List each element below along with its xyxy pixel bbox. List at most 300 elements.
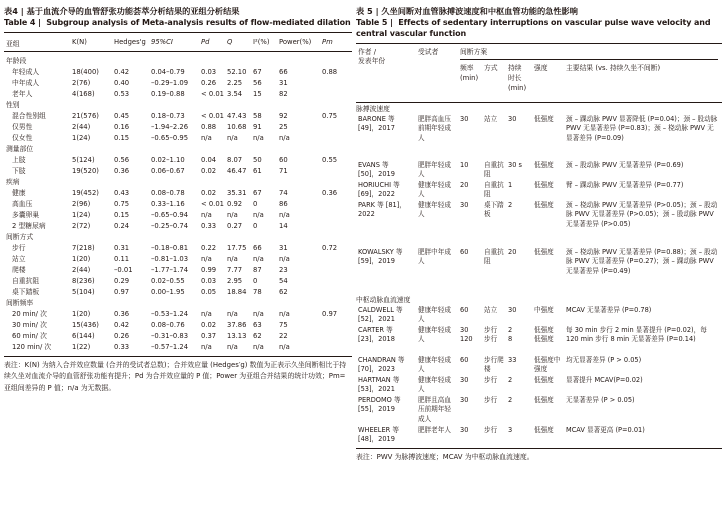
table5-cell-result: 臂 – 踝动脉 PWV 无显著差异 (P=0.77)	[566, 181, 684, 189]
table5-title-en	[356, 17, 722, 39]
table4-cell: n/a	[201, 134, 212, 142]
table5-cell-freq: 30	[460, 426, 469, 434]
table4-cell: 7.77	[227, 266, 243, 274]
table4-body	[4, 52, 352, 353]
table4-cell: n/a	[227, 255, 238, 263]
table4-cell: 67	[253, 189, 262, 197]
table4-cell: 0.02	[201, 321, 217, 329]
table4-cell: 0.72	[322, 244, 338, 252]
table4-title	[4, 6, 352, 28]
table4-row-label: 自重抗阻	[12, 277, 40, 285]
table5-title-en-no: Table 5 |	[356, 18, 393, 27]
table4-cell: 0.26	[114, 332, 130, 340]
table5-cell-result: 每 30 min 步行 2 min 显著提升 (P=0.02)，每 120 min 步行 8 min 无显著差异 (P=0.14)	[566, 326, 709, 344]
th-dur: 持续	[508, 64, 522, 72]
table5-cell-subject: 健康年轻成人	[418, 356, 451, 374]
table4-cell: 2(44)	[72, 266, 91, 274]
table4-cell: 6(144)	[72, 332, 95, 340]
table5-cell-dur: 30 s	[508, 161, 522, 169]
table5-cell-dur: 30	[508, 115, 517, 123]
table5-cell-mode: 桌下踏板	[484, 201, 504, 219]
table4-cell: 60	[279, 156, 288, 164]
table4-section-row	[4, 56, 352, 67]
table4-cell: < 0.01	[201, 112, 224, 120]
th-result: 主要结果 (vs. 持续久坐不间断)	[566, 64, 661, 72]
table4-cell: 14	[279, 222, 288, 230]
table4-cell: 0	[253, 277, 258, 285]
table4-row-label: 混合性别组	[12, 112, 46, 120]
table4-section-row	[4, 298, 352, 309]
table5-cell-dur: 20	[508, 248, 517, 256]
table4-row	[4, 221, 352, 232]
table4-cell: n/a	[279, 343, 290, 351]
table5-cell-mode: 步行	[484, 376, 498, 384]
table5-cell-author: CHANDRAN 等 [70]，2023	[358, 356, 407, 374]
table5-cell-author: PARK 等 [81]，2022	[358, 201, 406, 219]
table4-cell: 0.29	[114, 277, 130, 285]
table4-cell: –0.01	[114, 266, 133, 274]
table4-cell: –0.57–1.24	[151, 343, 189, 351]
table4-section-row	[4, 232, 352, 243]
table4-cell: 67	[253, 68, 262, 76]
table4-cell: 0.02–1.10	[151, 156, 185, 164]
table5-cell-subject: 健康年轻成人	[418, 181, 451, 199]
table4-cell: –0.29–1.09	[151, 79, 189, 87]
table4-cell: 1(20)	[72, 255, 91, 263]
table4-row-label: 30 min/ 次	[12, 321, 47, 329]
table4-row	[4, 67, 352, 78]
table4-row	[4, 342, 352, 353]
table4-row-label: 120 min/ 次	[12, 343, 52, 351]
table4-cell: n/a	[279, 211, 290, 219]
table4-cell: –0.53–1.24	[151, 310, 189, 318]
table4-row-label: 多囊卵巢	[12, 211, 40, 219]
table4-cell: 0.42	[114, 68, 130, 76]
table5-cell-intensity: 低强度	[534, 181, 554, 189]
table4-cell: n/a	[227, 310, 238, 318]
table4-title-en-no: Table 4 |	[4, 18, 41, 27]
table5-cell-author: HARTMAN 等 [53]，2021	[358, 376, 402, 394]
table4-cell: 86	[279, 200, 288, 208]
table4-cell: 35.31	[227, 189, 247, 197]
table4-cell: 54	[279, 277, 288, 285]
table4-cell: 62	[279, 288, 288, 296]
table5-cell-subject: 肥胖高血压前期年轻成人	[418, 115, 451, 142]
table4-row	[4, 254, 352, 265]
th-pm: Pm	[322, 38, 333, 46]
table4-cell: 0.75	[322, 112, 338, 120]
table4-cell: n/a	[279, 310, 290, 318]
table5-row	[356, 426, 722, 446]
table4-row	[4, 89, 352, 100]
table4-cell: 0.26	[201, 79, 217, 87]
table5-cell-intensity: 低强度 低强度	[534, 326, 554, 344]
table5-cell-mode: 步行	[484, 396, 498, 404]
table4-cell: 0.11	[114, 255, 130, 263]
table5-title	[356, 6, 722, 39]
table4-note: 表注：K(N) 为纳入合并效应数量 (合并的受试者总数)；合并效应量 (Hedges′g) 数值为正表示久坐间断相比于持续久坐对血流介导的血管舒张功能有提升；Pd 为合并效应量的 P 值；Power 为亚组合并结果的统计功效；Pm= 亚组间差异的 P 值；n/a 为无数据。	[4, 361, 347, 392]
table5-cell-result: 颈 – 桡动脉 PWV 无显著差异 (P=0.88)；颈 – 股动脉 PWV 无显著差异 (P=0.27)；颈 – 踝动脉 PWV 无显著差异 (P=0.49)	[566, 248, 718, 275]
table4-row-label: 老年人	[12, 90, 33, 98]
th-dur-unit: (min)	[508, 84, 527, 92]
table4-row-label: 仅男性	[12, 123, 33, 131]
table4-row	[4, 133, 352, 144]
table4-cell: 19(452)	[72, 189, 99, 197]
section-pwv	[356, 103, 722, 115]
table4-cell: 2.95	[227, 277, 243, 285]
table4-cell: 0	[253, 222, 258, 230]
table4-section-label: 年龄段	[6, 57, 27, 65]
table5-bottom-rule	[356, 448, 722, 449]
table4-cell: 0.03	[201, 68, 217, 76]
table4-cell: 8(236)	[72, 277, 95, 285]
th-scheme-rule	[460, 59, 718, 60]
table4-row-label: 下肢	[12, 167, 26, 175]
th-q: Q	[227, 38, 233, 46]
table4-cell: 0.03	[201, 277, 217, 285]
table4-cell: 0.08–0.76	[151, 321, 185, 329]
table4-row	[4, 166, 352, 177]
table4-cell: 15(436)	[72, 321, 99, 329]
table4-cell: 2(96)	[72, 200, 91, 208]
table5-row	[356, 181, 722, 201]
table5-cell-author: CARTER 等 [23]，2018	[358, 326, 395, 344]
table5-row	[356, 396, 722, 426]
table4-cell: 0.75	[114, 200, 130, 208]
table5-cell-mode: 自重抗阻	[484, 161, 504, 179]
table4-row	[4, 210, 352, 221]
table5-row	[356, 376, 722, 396]
table5-row	[356, 115, 722, 161]
table4-title-cn: 表4 | 基于血流介导的血管舒张功能荟萃分析结果的亚组分析结果	[4, 6, 240, 16]
table4-section-label: 性别	[6, 101, 20, 109]
table5-cell-subject: 健康年轻成人	[418, 326, 451, 344]
table4-cell: 0.02	[201, 167, 217, 175]
table5-title-en-text: Effects of sedentary interruptions on vascular pulse wave velocity and central vascular function	[356, 18, 711, 38]
table4-cell: 2(76)	[72, 79, 91, 87]
table4-cell: 0.31	[114, 244, 130, 252]
table4-cell: n/a	[253, 211, 264, 219]
table4-cell: 0.97	[322, 310, 338, 318]
table4-cell: 0.16	[114, 123, 130, 131]
table4-cell: 0.02	[201, 189, 217, 197]
th-intensity: 强度	[534, 64, 548, 72]
table4-cell: n/a	[279, 134, 290, 142]
table4-row-label: 健康	[12, 189, 26, 197]
table4-cell: 0.33	[114, 343, 130, 351]
table4-cell: 0.08–0.78	[151, 189, 185, 197]
table4-cell: 0.19–0.88	[151, 90, 185, 98]
table5-header	[356, 44, 722, 102]
table4-cell: 0.06–0.67	[151, 167, 185, 175]
table4-cell: 0.00–1.95	[151, 288, 185, 296]
table5-cell-freq: 20	[460, 181, 469, 189]
table5-row	[356, 306, 722, 326]
table4-row	[4, 78, 352, 89]
table4-cell: –0.65–0.95	[151, 134, 189, 142]
table5-cell-dur: 2	[508, 376, 513, 384]
table5-cell-freq: 30	[460, 201, 469, 209]
table5-cell-subject: 健康年轻成人	[418, 306, 451, 324]
table5-cell-author: HORIUCHI 等 [69]，2022	[358, 181, 402, 199]
table5-cell-freq: 30 120	[460, 326, 473, 344]
table4-cell: n/a	[201, 310, 212, 318]
table5-cell-dur: 2	[508, 396, 513, 404]
table4-cell: –0.31–0.83	[151, 332, 189, 340]
table4-cell: 71	[279, 167, 288, 175]
table4-section-label: 间断方式	[6, 233, 34, 241]
table5-cell-subject: 肥胖且高血压前期年轻成人	[418, 396, 451, 423]
table4-cell: < 0.01	[201, 200, 224, 208]
table5-panel	[356, 0, 722, 463]
table4-cell: 56	[253, 79, 262, 87]
table4-cell: n/a	[227, 211, 238, 219]
table4-cell: 0.53	[114, 90, 130, 98]
table5-cell-author: CALDWELL 等 [52]，2021	[358, 306, 405, 324]
table4-row-label: 60 min/ 次	[12, 332, 47, 340]
table4-row	[4, 276, 352, 287]
table5-title-cn: 表 5 | 久坐间断对血管脉搏波速度和中枢血管功能的急性影响	[356, 6, 578, 16]
table5-cell-mode: 步行	[484, 426, 498, 434]
table5-cell-intensity: 低强度	[534, 115, 554, 123]
table5-cell-mode: 自重抗阻	[484, 181, 504, 199]
table5-cell-author: EVANS 等 [50]，2019	[358, 161, 395, 179]
table4-panel	[4, 0, 352, 394]
table4-cell: 18.84	[227, 288, 247, 296]
table4-cell: n/a	[227, 343, 238, 351]
th-freq-unit: (min)	[460, 74, 479, 82]
table4-cell: 0.55	[322, 156, 338, 164]
table4-row	[4, 155, 352, 166]
th-year: 发表年份	[358, 57, 386, 65]
table4-cell: 0.42	[114, 321, 130, 329]
table4-row-label: 年轻成人	[12, 68, 40, 76]
table5-cell-intensity: 低强度	[534, 201, 554, 209]
table4-cell: 0.22	[201, 244, 217, 252]
table4-cell: –1.94–2.26	[151, 123, 189, 131]
table4-section-label: 测量部位	[6, 145, 34, 153]
table4-cell: 1(22)	[72, 343, 91, 351]
table4-cell: n/a	[201, 211, 212, 219]
section-cbf	[356, 294, 722, 306]
table4-row-label: 2 型糖尿病	[12, 222, 46, 230]
table4-cell: 0.97	[114, 288, 130, 296]
table4-title-en	[4, 17, 352, 28]
table4-cell: n/a	[227, 134, 238, 142]
table4-cell: 0.02–0.55	[151, 277, 185, 285]
table4-cell: 61	[253, 167, 262, 175]
section-cbf-label: 中枢动脉血流速度	[356, 296, 411, 304]
table4-cell: 31	[279, 79, 288, 87]
table5-row	[356, 161, 722, 181]
table5-cell-intensity: 中强度	[534, 306, 554, 314]
table5-cell-freq: 30	[460, 396, 469, 404]
table4-row	[4, 199, 352, 210]
table4-cell: 52.10	[227, 68, 247, 76]
table5-cell-intensity: 低强度	[534, 396, 554, 404]
table5-cell-intensity: 低强度	[534, 161, 554, 169]
th-pd: Pd	[201, 38, 210, 46]
table4-cell: 0.27	[227, 222, 243, 230]
table4-cell: 75	[279, 321, 288, 329]
table4-row-label: 站立	[12, 255, 26, 263]
th-power: Power(%)	[279, 38, 312, 46]
table5-cell-dur: 1	[508, 181, 513, 189]
table4-cell: 4(168)	[72, 90, 95, 98]
table4-cell: 2.25	[227, 79, 243, 87]
table5-note: 表注：PWV 为脉搏波速度；MCAV 为中枢动脉血流速度。	[356, 453, 534, 461]
table5-cell-subject: 肥胖中年成人	[418, 248, 451, 266]
table5-cell-dur: 2 8	[508, 326, 513, 344]
th-mode: 方式	[484, 64, 498, 72]
table4-cell: 0.18–0.73	[151, 112, 185, 120]
table4-cell: 1(24)	[72, 211, 91, 219]
table4-row-label: 步行	[12, 244, 26, 252]
table4-cell: 13.13	[227, 332, 247, 340]
table4-row	[4, 287, 352, 298]
table4-cell: 0.37	[201, 332, 217, 340]
table5-row	[356, 201, 722, 248]
table4-cell: 0.88	[201, 123, 217, 131]
table5-cell-dur: 3	[508, 426, 513, 434]
table4-section-row	[4, 177, 352, 188]
th-scheme: 间断方案	[460, 48, 488, 56]
th-hedges: Hedges'g	[114, 38, 146, 46]
table4-cell: 0	[253, 200, 258, 208]
table4-cell: 46.47	[227, 167, 247, 175]
table4-cell: n/a	[201, 255, 212, 263]
table4-cell: 87	[253, 266, 262, 274]
section-pwv-label: 脉搏波速度	[356, 105, 390, 113]
table4-cell: 0.40	[114, 79, 130, 87]
table4-cell: 22	[279, 332, 288, 340]
th-i2: I²(%)	[253, 38, 270, 46]
table4-row	[4, 111, 352, 122]
table4-cell: –0.65–0.94	[151, 211, 189, 219]
table4-cell: 91	[253, 123, 262, 131]
table4-cell: 0.33	[201, 222, 217, 230]
table4-cell: –0.25–0.74	[151, 222, 189, 230]
table5-cell-freq: 10	[460, 161, 469, 169]
table4-cell: 0.36	[322, 189, 338, 197]
table4-cell: 0.92	[227, 200, 243, 208]
table4-row-label: 爬楼	[12, 266, 26, 274]
table4-section-label: 间断频率	[6, 299, 34, 307]
table4-cell: –1.77–1.74	[151, 266, 189, 274]
th-author: 作者 /	[358, 48, 377, 56]
table4-cell: 0.36	[114, 310, 130, 318]
table4-cell: 1(20)	[72, 310, 91, 318]
table4-row-label: 20 min/ 次	[12, 310, 47, 318]
table4-cell: 0.04–0.79	[151, 68, 185, 76]
table5-cell-mode: 自重抗阻	[484, 248, 504, 266]
table5-cell-freq: 30	[460, 376, 469, 384]
table4-cell: 82	[279, 90, 288, 98]
table4-cell: 23	[279, 266, 288, 274]
table4-cell: 7(218)	[72, 244, 95, 252]
th-subgroup: 亚组	[6, 40, 20, 48]
table4-cell: n/a	[253, 310, 264, 318]
table5-cell-result: 颈 – 股动脉 PWV 无显著差异 (P=0.69)	[566, 161, 684, 169]
table4-cell: 2(72)	[72, 222, 91, 230]
table4-row-label: 桌下踏板	[12, 288, 40, 296]
table4-cell: 92	[279, 112, 288, 120]
table4-cell: 0.05	[201, 288, 217, 296]
table5-cell-mode: 站立	[484, 115, 498, 123]
table4-cell: 62	[253, 332, 262, 340]
table4-cell: n/a	[201, 343, 212, 351]
table4-title-en-text: Subgroup analysis of Meta-analysis results of flow-mediated dilation	[46, 18, 351, 27]
table5-row	[356, 356, 722, 376]
table4-cell: 5(124)	[72, 156, 95, 164]
table4-cell: n/a	[253, 255, 264, 263]
table4-cell: 21(576)	[72, 112, 99, 120]
table5-cell-author: BARONE 等 [49]，2017	[358, 115, 397, 133]
table4-cell: 0.33–1.16	[151, 200, 185, 208]
table4-header	[4, 33, 352, 51]
table5-cell-freq: 60	[460, 356, 469, 364]
table4-cell: 17.75	[227, 244, 247, 252]
table4-row	[4, 188, 352, 199]
table4-row-label: 高血压	[12, 200, 33, 208]
table5-cell-intensity: 低强度中强度	[534, 356, 561, 374]
table4-bottom-rule	[4, 356, 352, 357]
table5-cell-freq: 60	[460, 248, 469, 256]
table4-cell: 18(400)	[72, 68, 99, 76]
table4-cell: 15	[253, 90, 262, 98]
table5-cell-intensity: 低强度	[534, 376, 554, 384]
table5-row	[356, 326, 722, 356]
table4-cell: 0.04	[201, 156, 217, 164]
table5-cbf-body	[356, 306, 722, 446]
table5-cell-freq: 30	[460, 115, 469, 123]
table4-row	[4, 309, 352, 320]
table4-row	[4, 331, 352, 342]
table5-cell-subject: 健康年轻成人	[418, 376, 451, 394]
th-dur2: 时长	[508, 74, 522, 82]
table4-row	[4, 243, 352, 254]
table4-row-label: 上肢	[12, 156, 26, 164]
table5-cell-subject: 健康年轻成人	[418, 201, 451, 219]
table5-cell-author: WHEELER 等 [48]，2019	[358, 426, 402, 444]
table5-cell-result: MCAV 显著更高 (P=0.01)	[566, 426, 645, 434]
table4-cell: 0.43	[114, 189, 130, 197]
table5-cell-mode: 步行爬楼	[484, 356, 504, 374]
table5-cell-mode: 站立	[484, 306, 498, 314]
table4-section-row	[4, 144, 352, 155]
table5-cell-result: MCAV 无显著差异 (P=0.78)	[566, 306, 652, 314]
table4-cell: 0.24	[114, 222, 130, 230]
table4-cell: 19(520)	[72, 167, 99, 175]
table4-cell: 0.15	[114, 211, 130, 219]
table4-cell: 5(104)	[72, 288, 95, 296]
th-subject: 受试者	[418, 48, 439, 56]
table4-cell: 25	[279, 123, 288, 131]
table4-cell: 10.68	[227, 123, 247, 131]
table5-cell-result: 无显著差异 (P > 0.05)	[566, 396, 635, 404]
th-kn: K(N)	[72, 38, 87, 46]
table4-cell: 0.36	[114, 167, 130, 175]
table4-row	[4, 320, 352, 331]
table4-cell: 8.07	[227, 156, 243, 164]
table5-cell-result: 颈 – 桡动脉 PWV 无显著差异 (P>0.05)；颈 – 股动脉 PWV 无显著差异 (P>0.05)；颈 – 股动脉 PWV 无显著差异 (P>0.05)	[566, 201, 718, 228]
table4-cell: 78	[253, 288, 262, 296]
table5-cell-intensity: 低强度	[534, 248, 554, 256]
table5-cell-author: KOWALSKY 等 [59]，2019	[358, 248, 405, 266]
table4-cell: n/a	[279, 255, 290, 263]
table5-cell-dur: 33	[508, 356, 517, 364]
table4-row	[4, 265, 352, 276]
